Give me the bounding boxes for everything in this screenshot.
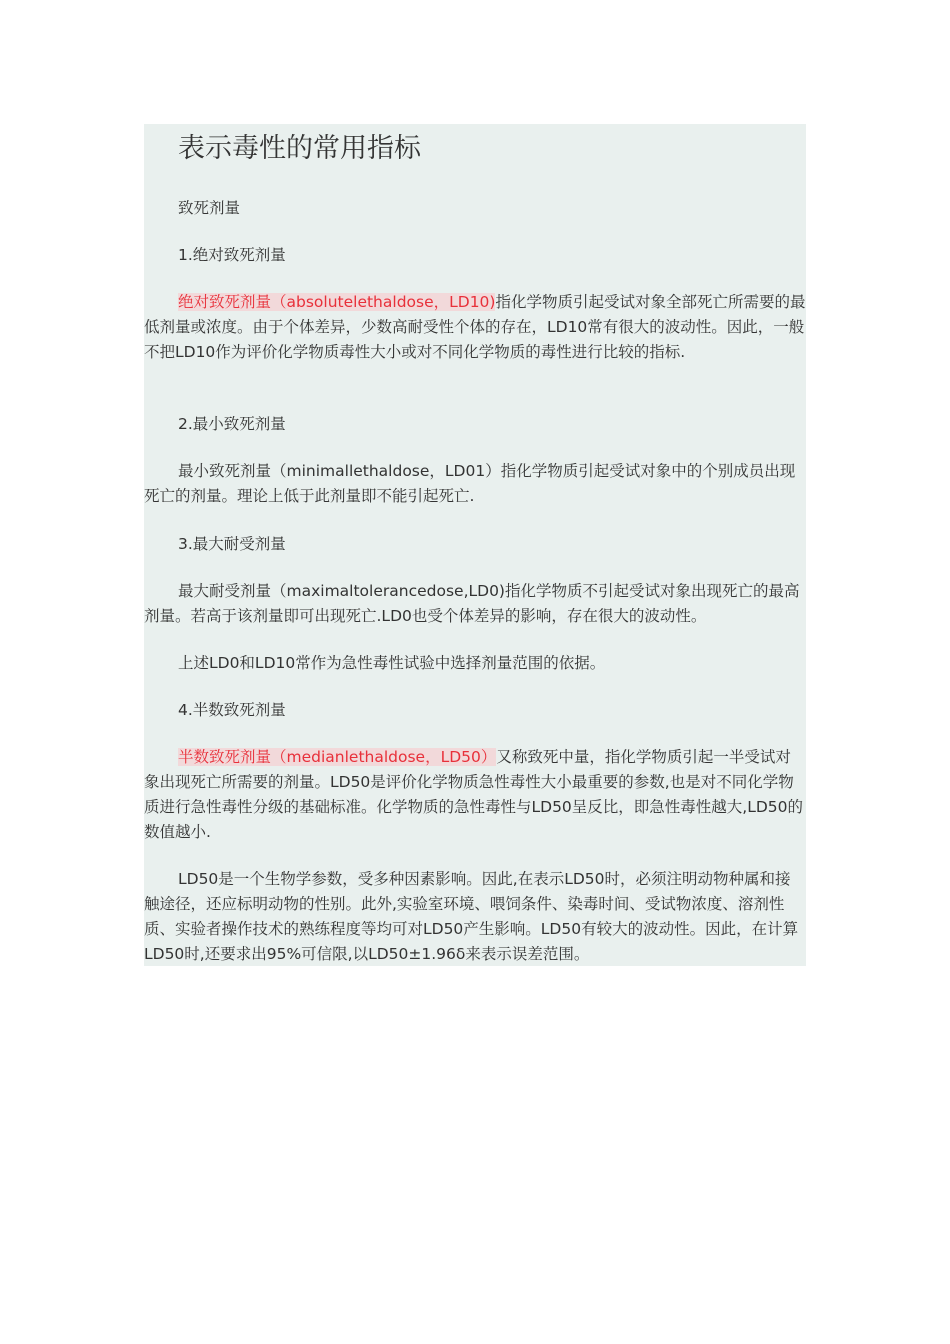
heading-minimal-lethal-dose: 2.最小致死剂量 [178, 415, 286, 433]
paragraph-median-lethal-dose [144, 745, 806, 845]
heading-absolute-lethal-dose: 1.绝对致死剂量 [178, 246, 286, 264]
paragraph-minimal-lethal-dose: 最小致死剂量（minimallethaldose，LD01）指化学物质引起受试对象中的个别成员出现死亡的剂量。理论上低于此剂量即不能引起死亡. [144, 462, 796, 505]
paragraph-body: 指化学物质引起受试对象全部死亡所需要的最低剂量或浓度。由于个体差异，少数高耐受性个体的存在，LD10常有很大的波动性。因此，一般不把LD10作为评价化学物质毒性大小或对不同化学物质的毒性进行比较的指标. [144, 293, 806, 361]
highlighted-term-ld10: 绝对致死剂量（absolutelethaldose，LD10) [178, 293, 496, 311]
page-title: 表示毒性的常用指标 [178, 133, 421, 164]
heading-median-lethal-dose: 4.半数致死剂量 [178, 701, 286, 719]
section-heading: 致死剂量 [178, 199, 241, 217]
highlighted-term-ld50: 半数致死剂量（medianlethaldose，LD50） [178, 748, 497, 766]
paragraph-body: 又称致死中量，指化学物质引起一半受试对象出现死亡所需要的剂量。LD50是评价化学物质急性毒性大小最重要的参数,也是对不同化学物质进行急性毒性分级的基础标准。化学物质的急性毒性与LD50呈反比，即急性毒性越大,LD50的数值越小. [144, 748, 804, 841]
heading-maximal-tolerance-dose: 3.最大耐受剂量 [178, 535, 286, 553]
paragraph-absolute-lethal-dose [144, 290, 806, 365]
note-dose-range: 上述LD0和LD10常作为急性毒性试验中选择剂量范围的依据。 [178, 654, 606, 672]
paragraph-maximal-tolerance-dose: 最大耐受剂量（maximaltolerancedose,LD0)指化学物质不引起受试对象出现死亡的最高剂量。若高于该剂量即可出现死亡.LD0也受个体差异的影响，存在很大的波动性。 [144, 582, 800, 625]
paragraph-ld50-factors: LD50是一个生物学参数，受多种因素影响。因此,在表示LD50时，必须注明动物种属和接触途径，还应标明动物的性别。此外,实验室环境、喂饲条件、染毒时间、受试物浓度、溶剂性质、实验者操作技术的熟练程度等均可对LD50产生影响。LD50有较大的波动性。因此，在计算LD50时,还要求出95%可信限,以LD50±1.96δ来表示误差范围。 [144, 870, 799, 963]
